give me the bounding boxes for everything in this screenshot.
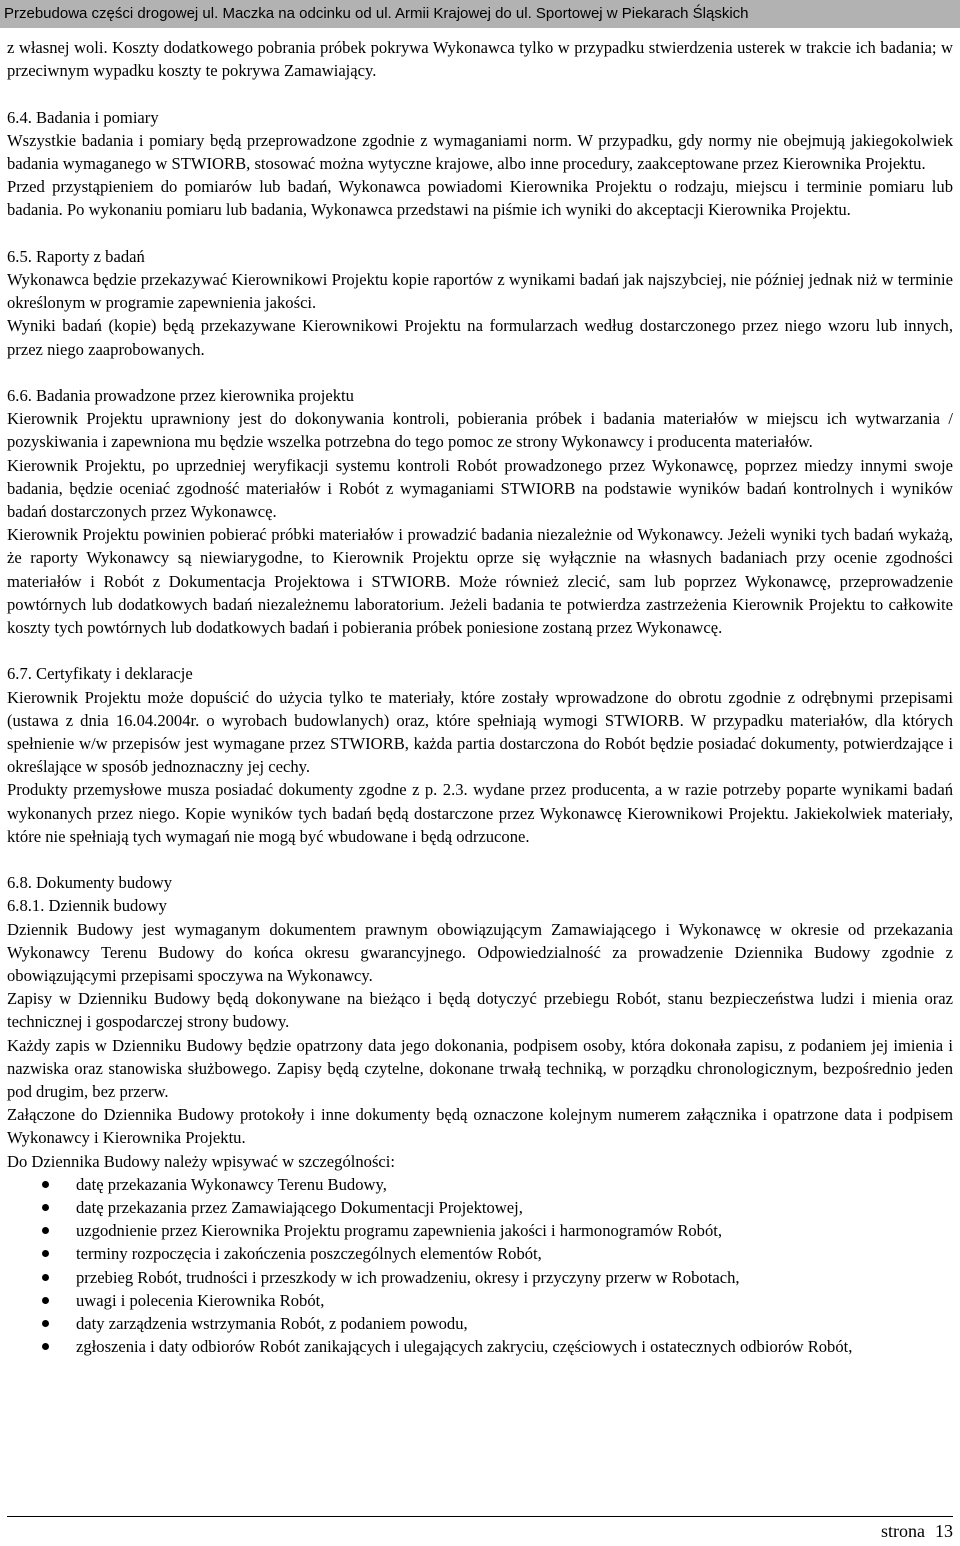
journal-entries-list [7,1173,953,1359]
section-6-6-title: 6.6. Badania prowadzone przez kierownika projektu [7,386,354,405]
section-6-7-paragraph: Kierownik Projektu może dopuścić do użycia tylko te materiały, które zostały wprowadzone do obrotu zgodnie z odrębnymi przepisami (ustawa z dnia 16.04.2004r. o wyrobach budowlanych) oraz, które spełniają wymogi STWIORB. W przypadku materiałów, dla których spełnienie w/w przepisów jest wymagane przez STWIORB, każda partia dostarczona do Robót będzie posiadać dokumenty, potwierdzające i określające w sposób jednoznaczny jej cechy. [7,687,953,777]
list-item: zgłoszenia i daty odbiorów Robót zanikających i ulegających zakryciu, częściowych i ostatecznych odbiorów Robót, [7,1335,953,1358]
section-6-8-title: 6.8. Dokumenty budowy [7,873,173,893]
section-6-5-title: 6.5. Raporty z badań [7,246,145,266]
section-6-6-paragraph: Kierownik Projektu powinien pobierać próbki materiałów i prowadzić badania niezależnie od Wykonawcy. Jeżeli wyniki tych badań wykażą, że raporty Wykonawcy są niewiarygodne, to Kierownik Projektu oprze się wyłącznie na własnych badaniach przy ocenie zgodności materiałów i Robót z Dokumentacja Projektowa i STWIORB. Może również zlecić, sam lub poprzez Wykonawcę, przeprowadzenie powtórnych lub dodatkowych badań niezależnemu laboratorium. Jeżeli badania te potwierdza zastrzeżenia Kierownik Projektu to całkowite koszty tych powtórnych lub dodatkowych badań i pobierania próbek poniesione zostaną przez Wykonawcę. [7,525,953,638]
section-6-4-paragraph: Przed przystąpieniem do pomiarów lub badań, Wykonawca powiadomi Kierownika Projektu o rodzaju, miejscu i terminie pomiaru lub badania. Po wykonaniu pomiaru lub badania, Wykonawca przedstawi na piśmie ich wyniki do akceptacji Kierownika Projektu. [7,177,953,220]
section-6-8-paragraph: Każdy zapis w Dzienniku Budowy będzie opatrzony data jego dokonania, podpisem osoby, która dokonała zapisu, z podaniem jej imienia i nazwiska oraz stanowiska służbowego. Zapisy będą czytelne, dokonane trwałą techniką, w porządku chronologicznym, bezpośrednio jeden pod drugim, bez przerw. [7,1035,953,1102]
list-item: terminy rozpoczęcia i zakończenia poszczególnych elementów Robót, [7,1242,953,1265]
section-6-8-paragraph: Załączone do Dziennika Budowy protokoły i inne dokumenty będą oznaczone kolejnym numerem załącznika i opatrzone data i podpisem Wykonawcy i Kierownika Projektu. [7,1105,953,1148]
section-6-5-paragraph: Wykonawca będzie przekazywać Kierownikowi Projektu kopie raportów z wynikami badań jak najszybciej, nie później jednak niż w terminie określonym w programie zapewnienia jakości. [7,270,953,313]
list-item: przebieg Robót, trudności i przeszkody w ich prowadzeniu, okresy i przyczyny przerw w Robotach, [7,1266,953,1289]
list-item: uzgodnienie przez Kierownika Projektu programu zapewnienia jakości i harmonogramów Robót, [7,1219,953,1242]
footer-page-label: strona [881,1521,925,1541]
spacer [7,82,953,105]
page-number: 13 [935,1521,953,1541]
section-6-6-paragraph: Kierownik Projektu uprawniony jest do dokonywania kontroli, pobierania próbek i badania materiałów w miejscu ich wytwarzania / pozyskiwania i zapewniona mu będzie wszelka potrzebna do tego pomoc ze strony Wykonawcy i producenta materiałów. [7,409,953,452]
section-6-8-paragraph: Do Dziennika Budowy należy wpisywać w szczególności: [7,1151,396,1171]
section-6-7-paragraph: Produkty przemysłowe musza posiadać dokumenty zgodne z p. 2.3. wydane przez producenta, a w razie potrzeby poparte wynikami badań wykonanych przez niego. Kopie wyników tych badań będą dostarczone przez Wykonawcę Kierownikowi Projektu. Jakiekolwiek materiały, które nie spełniają tych wymagań nie mogą być wbudowane i będą odrzucone. [7,780,953,846]
spacer [7,639,953,662]
section-6-6-paragraph: Kierownik Projektu, po uprzedniej weryfikacji systemu kontroli Robót prowadzonego przez Wykonawcę, poprzez miedzy innymi swoje badania, będzie oceniać zgodność materiałów i Robót z wymaganiami STWIORB na podstawie wyników badań kontrolnych i wyników badań dostarczonych przez Wykonawcę. [7,455,953,522]
section-6-4-title: 6.4. Badania i pomiary [7,107,159,127]
spacer [7,848,953,871]
spacer [7,361,953,384]
section-6-7-title: 6.7. Certyfikaty i deklaracje [7,664,193,684]
list-item: uwagi i polecenia Kierownika Robót, [7,1289,953,1312]
document-body [7,36,953,1359]
page-header [0,0,960,28]
spacer [7,222,953,245]
intro-paragraph: z własnej woli. Koszty dodatkowego pobrania próbek pokrywa Wykonawca tylko w przypadku stwierdzenia usterek w trakcie ich badania; w przeciwnym wypadku koszty te pokrywa Zamawiający. [7,38,953,81]
list-item: datę przekazania przez Zamawiającego Dokumentacji Projektowej, [7,1196,953,1219]
page-footer [881,1520,953,1542]
section-6-4-paragraph: Wszystkie badania i pomiary będą przeprowadzone zgodnie z wymaganiami norm. W przypadku, gdy normy nie obejmują jakiegokolwiek badania wymaganego w STWIORB, stosować można wytyczne krajowe, albo inne procedury, zaakceptowane przez Kierownika Projektu. [7,130,953,173]
section-6-5-paragraph: Wyniki badań (kopie) będą przekazywane Kierownikowi Projektu na formularzach według dostarczonego przez niego wzoru lub innych, przez niego zaaprobowanych. [7,316,953,359]
list-item: daty zarządzenia wstrzymania Robót, z podaniem powodu, [7,1312,953,1335]
section-6-8-paragraph: Zapisy w Dzienniku Budowy będą dokonywane na bieżąco i będą dotyczyć przebiegu Robót, stanu bezpieczeństwa ludzi i mienia oraz technicznej i gospodarczej strony budowy. [7,989,953,1032]
section-6-8-1-title: 6.8.1. Dziennik budowy [7,896,167,916]
section-6-8-paragraph: Dziennik Budowy jest wymaganym dokumentem prawnym obowiązującym Zamawiającego i Wykonawcę w okresie od przekazania Wykonawcy Terenu Budowy do końca okresu gwarancyjnego. Odpowiedzialność za prowadzenie Dziennika Budowy zgodnie z obowiązującymi przepisami spoczywa na Wykonawcy. [7,919,953,986]
footer-divider [7,1516,953,1517]
header-title: Przebudowa części drogowej ul. Maczka na odcinku od ul. Armii Krajowej do ul. Sportowej w Piekarach Śląskich [4,5,749,22]
list-item: datę przekazania Wykonawcy Terenu Budowy, [7,1173,953,1196]
